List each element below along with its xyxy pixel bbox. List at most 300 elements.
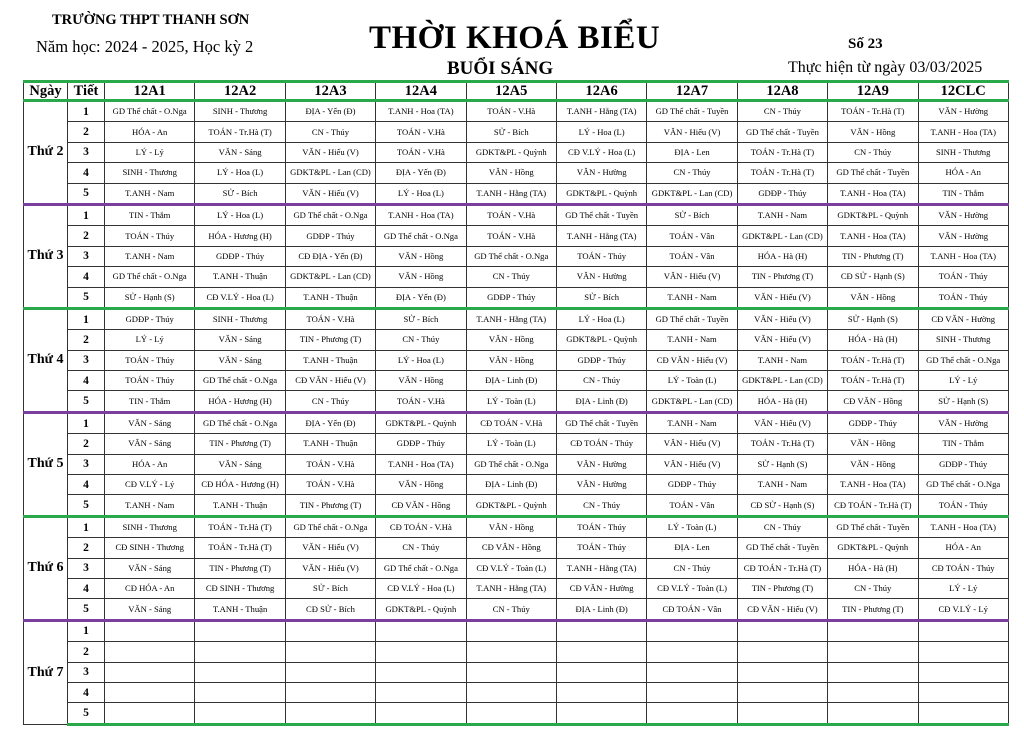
schedule-cell: CĐ V.LÝ - Hoa (L) xyxy=(556,142,646,162)
schedule-cell: TOÁN - Tr.Hà (T) xyxy=(195,516,285,537)
period-number: 1 xyxy=(68,204,105,225)
schedule-cell: GD Thể chất - O.Nga xyxy=(105,101,195,122)
schedule-cell xyxy=(556,620,646,641)
table-row xyxy=(24,350,1009,370)
schedule-cell: CĐ TOÁN - Tr.Hà (T) xyxy=(828,495,918,516)
schedule-cell: GDĐP - Thúy xyxy=(195,246,285,266)
schedule-cell: TOÁN - Tr.Hà (T) xyxy=(737,163,827,183)
schedule-cell: VĂN - Sáng xyxy=(105,434,195,454)
schedule-cell: T.ANH - Thuận xyxy=(285,434,375,454)
schedule-cell xyxy=(376,662,466,682)
schedule-cell: CĐ VĂN - Hường xyxy=(918,308,1008,329)
timetable-header-row xyxy=(24,82,1009,101)
schedule-cell: CN - Thúy xyxy=(376,330,466,350)
schedule-cell: GD Thể chất - O.Nga xyxy=(376,226,466,246)
period-number: 3 xyxy=(68,142,105,162)
schedule-cell: TIN - Phương (T) xyxy=(195,558,285,578)
schedule-cell xyxy=(376,642,466,662)
schedule-cell: VĂN - Hiếu (V) xyxy=(737,287,827,308)
schedule-cell xyxy=(647,662,737,682)
column-header-class: 12A6 xyxy=(556,82,646,101)
schedule-cell: VĂN - Hồng xyxy=(466,330,556,350)
table-row xyxy=(24,183,1009,204)
schedule-cell: CĐ V.LÝ - Lý xyxy=(105,475,195,495)
schedule-cell: LÝ - Toàn (L) xyxy=(466,391,556,412)
schedule-cell: ĐỊA - Linh (Đ) xyxy=(466,475,556,495)
schedule-cell: TOÁN - Tr.Hà (T) xyxy=(737,142,827,162)
schedule-cell: LÝ - Hoa (L) xyxy=(376,183,466,204)
schedule-cell: GDKT&PL - Lan (CD) xyxy=(285,163,375,183)
schedule-cell: CN - Thúy xyxy=(466,267,556,287)
schedule-cell: SINH - Thương xyxy=(918,142,1008,162)
column-header-class: 12A3 xyxy=(285,82,375,101)
table-row xyxy=(24,308,1009,329)
schedule-cell: T.ANH - Hằng (TA) xyxy=(556,558,646,578)
schedule-cell: TOÁN - V.Hà xyxy=(466,204,556,225)
schedule-cell: T.ANH - Hoa (TA) xyxy=(376,454,466,474)
table-row xyxy=(24,703,1009,724)
schedule-cell: VĂN - Hồng xyxy=(376,371,466,391)
schedule-cell: CĐ SINH - Thương xyxy=(195,578,285,598)
schedule-cell: SỬ - Hạnh (S) xyxy=(737,454,827,474)
schedule-cell xyxy=(466,682,556,702)
schedule-cell: CĐ TOÁN - V.Hà xyxy=(466,412,556,433)
schedule-cell: CN - Thúy xyxy=(556,371,646,391)
schedule-cell: ĐỊA - Yến (Đ) xyxy=(376,287,466,308)
schedule-cell: T.ANH - Nam xyxy=(105,183,195,204)
schedule-cell: GD Thể chất - Tuyền xyxy=(737,122,827,142)
schedule-cell: CĐ HÓA - An xyxy=(105,578,195,598)
schedule-cell: GD Thể chất - O.Nga xyxy=(466,454,556,474)
table-row xyxy=(24,434,1009,454)
period-number: 3 xyxy=(68,662,105,682)
schedule-cell xyxy=(918,642,1008,662)
timetable xyxy=(23,80,1009,726)
schedule-cell: T.ANH - Thuận xyxy=(285,287,375,308)
schedule-cell: T.ANH - Hằng (TA) xyxy=(466,308,556,329)
schedule-cell: GDKT&PL - Quỳnh xyxy=(466,142,556,162)
schedule-cell xyxy=(556,682,646,702)
schedule-cell: CN - Thúy xyxy=(285,391,375,412)
schedule-cell: HÓA - Hà (H) xyxy=(828,558,918,578)
schedule-cell: VĂN - Sáng xyxy=(195,330,285,350)
schedule-cell: LÝ - Hoa (L) xyxy=(195,163,285,183)
schedule-cell xyxy=(195,662,285,682)
schedule-cell: CĐ SỬ - Hạnh (S) xyxy=(828,267,918,287)
period-number: 1 xyxy=(68,308,105,329)
schedule-cell: T.ANH - Thuận xyxy=(285,350,375,370)
schedule-cell: VĂN - Hường xyxy=(556,267,646,287)
schedule-cell: SINH - Thương xyxy=(105,516,195,537)
schedule-cell: TOÁN - Thúy xyxy=(918,495,1008,516)
table-row xyxy=(24,204,1009,225)
schedule-cell: CĐ VĂN - Hiếu (V) xyxy=(285,371,375,391)
schedule-cell: VĂN - Hiếu (V) xyxy=(737,412,827,433)
schedule-cell: GD Thể chất - Tuyền xyxy=(647,308,737,329)
period-number: 2 xyxy=(68,434,105,454)
day-label: Thứ 4 xyxy=(24,308,68,412)
schedule-cell: T.ANH - Nam xyxy=(737,475,827,495)
schedule-cell: CN - Thúy xyxy=(828,578,918,598)
schedule-cell: LÝ - Lý xyxy=(918,371,1008,391)
table-row xyxy=(24,642,1009,662)
schedule-cell: CĐ V.LÝ - Toàn (L) xyxy=(647,578,737,598)
schedule-cell: T.ANH - Thuận xyxy=(195,495,285,516)
schedule-cell: GD Thể chất - Tuyền xyxy=(647,101,737,122)
schedule-cell: HÓA - Hà (H) xyxy=(828,330,918,350)
page-title: THỜI KHOÁ BIỂU xyxy=(369,20,661,56)
schedule-cell: CĐ VĂN - Hường xyxy=(556,578,646,598)
schedule-cell: GDKT&PL - Lan (CD) xyxy=(647,183,737,204)
schedule-cell: VĂN - Hiếu (V) xyxy=(285,183,375,204)
schedule-cell: CN - Thúy xyxy=(737,101,827,122)
table-row xyxy=(24,620,1009,641)
schedule-cell: CĐ TOÁN - Thúy xyxy=(556,434,646,454)
schedule-cell: GDKT&PL - Quỳnh xyxy=(556,330,646,350)
schedule-cell xyxy=(556,662,646,682)
schedule-cell xyxy=(737,662,827,682)
schedule-cell: GDKT&PL - Quỳnh xyxy=(556,183,646,204)
schedule-cell: TOÁN - Thúy xyxy=(105,371,195,391)
schedule-cell: HÓA - An xyxy=(105,454,195,474)
schedule-cell: LÝ - Toàn (L) xyxy=(647,371,737,391)
schedule-cell: GD Thể chất - Tuyền xyxy=(556,204,646,225)
schedule-cell: T.ANH - Nam xyxy=(647,287,737,308)
schedule-cell: GDĐP - Thúy xyxy=(105,308,195,329)
schedule-cell: CĐ ĐỊA - Yến (Đ) xyxy=(285,246,375,266)
schedule-cell: TIN - Thắm xyxy=(918,434,1008,454)
schedule-cell: TOÁN - Vân xyxy=(647,226,737,246)
schedule-cell xyxy=(285,642,375,662)
schedule-cell: LÝ - Hoa (L) xyxy=(556,308,646,329)
schedule-cell: GD Thể chất - O.Nga xyxy=(195,412,285,433)
column-header-period: Tiết xyxy=(68,82,105,101)
schedule-cell: VĂN - Hồng xyxy=(828,434,918,454)
schedule-cell: TOÁN - Tr.Hà (T) xyxy=(195,538,285,558)
schedule-cell: VĂN - Hường xyxy=(918,226,1008,246)
period-number: 5 xyxy=(68,391,105,412)
period-number: 3 xyxy=(68,558,105,578)
schedule-cell: GDKT&PL - Quỳnh xyxy=(376,599,466,620)
schedule-cell xyxy=(918,703,1008,724)
schedule-cell: SỬ - Bích xyxy=(556,287,646,308)
schedule-cell xyxy=(376,703,466,724)
schedule-cell: TIN - Phương (T) xyxy=(737,267,827,287)
schedule-cell: T.ANH - Thuận xyxy=(195,267,285,287)
schedule-cell: CĐ VĂN - Hiếu (V) xyxy=(737,599,827,620)
schedule-cell: LÝ - Lý xyxy=(105,330,195,350)
table-row xyxy=(24,391,1009,412)
table-row xyxy=(24,287,1009,308)
schedule-cell: CĐ V.LÝ - Lý xyxy=(918,599,1008,620)
schedule-cell: VĂN - Hường xyxy=(918,412,1008,433)
schedule-cell: CN - Thúy xyxy=(466,599,556,620)
schedule-cell xyxy=(285,703,375,724)
period-number: 5 xyxy=(68,703,105,724)
schedule-cell: SỬ - Bích xyxy=(466,122,556,142)
document-number: Số 23 xyxy=(848,36,883,52)
schedule-cell: T.ANH - Thuận xyxy=(195,599,285,620)
table-row xyxy=(24,475,1009,495)
table-row xyxy=(24,682,1009,702)
schedule-cell: CN - Thúy xyxy=(828,142,918,162)
schedule-cell: ĐỊA - Linh (Đ) xyxy=(556,599,646,620)
period-number: 5 xyxy=(68,287,105,308)
schedule-cell: TIN - Thắm xyxy=(105,391,195,412)
table-row xyxy=(24,454,1009,474)
schedule-cell xyxy=(376,682,466,702)
session-label: BUỔI SÁNG xyxy=(447,58,554,79)
schedule-cell: CĐ TOÁN - Thúy xyxy=(918,558,1008,578)
schedule-cell xyxy=(105,620,195,641)
schedule-cell: HÓA - Hà (H) xyxy=(737,246,827,266)
schedule-cell: T.ANH - Nam xyxy=(105,495,195,516)
schedule-cell: ĐỊA - Yến (Đ) xyxy=(285,412,375,433)
schedule-cell: VĂN - Hồng xyxy=(466,350,556,370)
table-row xyxy=(24,412,1009,433)
period-number: 3 xyxy=(68,454,105,474)
period-number: 1 xyxy=(68,620,105,641)
schedule-cell: TOÁN - Vân xyxy=(647,246,737,266)
column-header-class: 12A1 xyxy=(105,82,195,101)
period-number: 1 xyxy=(68,412,105,433)
schedule-cell: SỬ - Bích xyxy=(285,578,375,598)
schedule-cell: TOÁN - Thúy xyxy=(918,287,1008,308)
period-number: 2 xyxy=(68,642,105,662)
schedule-cell xyxy=(105,642,195,662)
schedule-cell: LÝ - Hoa (L) xyxy=(556,122,646,142)
schedule-cell: VĂN - Hiếu (V) xyxy=(737,308,827,329)
schedule-cell: ĐỊA - Yến (Đ) xyxy=(285,101,375,122)
schedule-cell: CĐ VĂN - Hồng xyxy=(376,495,466,516)
table-row xyxy=(24,578,1009,598)
schedule-cell: VĂN - Hiếu (V) xyxy=(647,434,737,454)
schedule-cell xyxy=(195,620,285,641)
day-label: Thứ 3 xyxy=(24,204,68,308)
period-number: 4 xyxy=(68,682,105,702)
table-row xyxy=(24,267,1009,287)
table-row xyxy=(24,538,1009,558)
schedule-cell: LÝ - Lý xyxy=(105,142,195,162)
schedule-cell: LÝ - Lý xyxy=(918,578,1008,598)
period-number: 4 xyxy=(68,475,105,495)
school-year: Năm học: 2024 - 2025, Học kỳ 2 xyxy=(36,37,254,56)
period-number: 4 xyxy=(68,371,105,391)
schedule-cell: T.ANH - Hằng (TA) xyxy=(556,101,646,122)
schedule-cell: CĐ TOÁN - V.Hà xyxy=(376,516,466,537)
schedule-cell: VĂN - Sáng xyxy=(195,350,285,370)
schedule-cell: VĂN - Hồng xyxy=(828,122,918,142)
schedule-cell: CĐ V.LÝ - Hoa (L) xyxy=(376,578,466,598)
column-header-class: 12A8 xyxy=(737,82,827,101)
schedule-cell: TOÁN - V.Hà xyxy=(285,454,375,474)
schedule-cell: TOÁN - Vân xyxy=(647,495,737,516)
table-row xyxy=(24,516,1009,537)
schedule-cell: TOÁN - V.Hà xyxy=(285,308,375,329)
schedule-cell: TIN - Phương (T) xyxy=(285,330,375,350)
schedule-cell: CĐ V.LÝ - Toàn (L) xyxy=(466,558,556,578)
schedule-cell xyxy=(195,682,285,702)
table-row xyxy=(24,226,1009,246)
schedule-cell: SỬ - Hạnh (S) xyxy=(918,391,1008,412)
day-label: Thứ 2 xyxy=(24,101,68,205)
schedule-cell: VĂN - Hồng xyxy=(828,287,918,308)
schedule-cell: VĂN - Sáng xyxy=(195,142,285,162)
period-number: 4 xyxy=(68,267,105,287)
schedule-cell: TOÁN - V.Hà xyxy=(466,226,556,246)
schedule-cell: VĂN - Sáng xyxy=(195,454,285,474)
schedule-cell: TOÁN - Thúy xyxy=(556,516,646,537)
column-header-day: Ngày xyxy=(24,82,68,101)
schedule-cell: T.ANH - Nam xyxy=(647,330,737,350)
schedule-cell xyxy=(828,662,918,682)
schedule-cell: CĐ TOÁN - Tr.Hà (T) xyxy=(737,558,827,578)
schedule-cell xyxy=(918,682,1008,702)
period-number: 4 xyxy=(68,163,105,183)
period-number: 1 xyxy=(68,516,105,537)
schedule-cell: TIN - Phương (T) xyxy=(828,599,918,620)
schedule-cell: GDKT&PL - Lan (CD) xyxy=(647,391,737,412)
period-number: 3 xyxy=(68,246,105,266)
schedule-cell: ĐỊA - Len xyxy=(647,142,737,162)
schedule-cell: T.ANH - Hoa (TA) xyxy=(376,101,466,122)
schedule-cell: GDKT&PL - Quỳnh xyxy=(828,538,918,558)
schedule-cell: CN - Thúy xyxy=(647,558,737,578)
schedule-cell: T.ANH - Nam xyxy=(647,412,737,433)
schedule-cell xyxy=(195,703,285,724)
schedule-cell: GDĐP - Thúy xyxy=(466,287,556,308)
schedule-cell: VĂN - Hiếu (V) xyxy=(285,538,375,558)
schedule-cell: VĂN - Hồng xyxy=(466,516,556,537)
schedule-cell: CĐ VĂN - Hồng xyxy=(828,391,918,412)
schedule-cell: VĂN - Hiếu (V) xyxy=(285,142,375,162)
schedule-cell: GDKT&PL - Lan (CD) xyxy=(737,226,827,246)
period-number: 2 xyxy=(68,122,105,142)
schedule-cell: VĂN - Hường xyxy=(556,454,646,474)
schedule-cell xyxy=(105,703,195,724)
schedule-cell: TOÁN - V.Hà xyxy=(285,475,375,495)
schedule-cell: SINH - Thương xyxy=(105,163,195,183)
schedule-cell xyxy=(466,703,556,724)
schedule-cell: GDĐP - Thúy xyxy=(647,475,737,495)
schedule-cell: GD Thể chất - Tuyền xyxy=(737,538,827,558)
schedule-cell xyxy=(918,620,1008,641)
schedule-cell: TOÁN - Thúy xyxy=(918,267,1008,287)
schedule-cell: VĂN - Hiếu (V) xyxy=(647,122,737,142)
schedule-cell: T.ANH - Nam xyxy=(737,204,827,225)
schedule-cell: GDKT&PL - Lan (CD) xyxy=(285,267,375,287)
schedule-cell: HÓA - An xyxy=(105,122,195,142)
schedule-cell: CN - Thúy xyxy=(647,163,737,183)
schedule-cell: GD Thể chất - Tuyền xyxy=(556,412,646,433)
schedule-cell: GD Thể chất - Tuyền xyxy=(828,163,918,183)
table-row xyxy=(24,246,1009,266)
schedule-cell: TOÁN - Thúy xyxy=(556,246,646,266)
schedule-cell: GD Thể chất - O.Nga xyxy=(918,350,1008,370)
schedule-cell xyxy=(647,682,737,702)
schedule-cell: ĐỊA - Len xyxy=(647,538,737,558)
schedule-cell xyxy=(466,642,556,662)
table-row xyxy=(24,495,1009,516)
schedule-cell xyxy=(737,682,827,702)
table-row xyxy=(24,662,1009,682)
schedule-cell xyxy=(376,620,466,641)
period-number: 2 xyxy=(68,330,105,350)
schedule-cell: CĐ HÓA - Hương (H) xyxy=(195,475,285,495)
schedule-cell xyxy=(828,682,918,702)
schedule-cell xyxy=(828,642,918,662)
schedule-cell: TOÁN - Tr.Hà (T) xyxy=(828,350,918,370)
schedule-cell: TOÁN - Thúy xyxy=(556,538,646,558)
schedule-cell: TOÁN - Tr.Hà (T) xyxy=(828,101,918,122)
schedule-cell: T.ANH - Nam xyxy=(105,246,195,266)
table-row xyxy=(24,330,1009,350)
period-number: 3 xyxy=(68,350,105,370)
schedule-cell: VĂN - Hồng xyxy=(466,163,556,183)
schedule-cell: TIN - Phương (T) xyxy=(828,246,918,266)
schedule-cell: HÓA - An xyxy=(918,538,1008,558)
schedule-cell xyxy=(466,662,556,682)
schedule-cell xyxy=(285,620,375,641)
schedule-cell: GD Thể chất - Tuyền xyxy=(828,516,918,537)
column-header-class: 12CLC xyxy=(918,82,1008,101)
schedule-cell: TOÁN - V.Hà xyxy=(466,101,556,122)
schedule-cell: T.ANH - Hoa (TA) xyxy=(918,246,1008,266)
schedule-cell: VĂN - Sáng xyxy=(105,412,195,433)
schedule-cell: TIN - Phương (T) xyxy=(195,434,285,454)
schedule-cell: GD Thể chất - O.Nga xyxy=(195,371,285,391)
column-header-class: 12A4 xyxy=(376,82,466,101)
schedule-cell: GDĐP - Thúy xyxy=(556,350,646,370)
schedule-cell xyxy=(828,620,918,641)
schedule-cell: SINH - Thương xyxy=(918,330,1008,350)
schedule-cell: GD Thể chất - O.Nga xyxy=(466,246,556,266)
schedule-cell: VĂN - Sáng xyxy=(105,558,195,578)
schedule-cell: GDĐP - Thúy xyxy=(737,183,827,204)
schedule-cell: TOÁN - V.Hà xyxy=(376,122,466,142)
column-header-class: 12A2 xyxy=(195,82,285,101)
schedule-cell: CĐ SỬ - Bích xyxy=(285,599,375,620)
schedule-cell: TOÁN - Tr.Hà (T) xyxy=(737,434,827,454)
schedule-cell: GDĐP - Thúy xyxy=(828,412,918,433)
schedule-cell: GDKT&PL - Lan (CD) xyxy=(737,371,827,391)
schedule-cell: SỬ - Bích xyxy=(195,183,285,204)
schedule-cell: CĐ TOÁN - Vân xyxy=(647,599,737,620)
column-header-class: 12A7 xyxy=(647,82,737,101)
schedule-cell: GDKT&PL - Quỳnh xyxy=(376,412,466,433)
schedule-cell: VĂN - Hiếu (V) xyxy=(647,454,737,474)
schedule-cell: GDĐP - Thúy xyxy=(918,454,1008,474)
schedule-cell: HÓA - An xyxy=(918,163,1008,183)
table-row xyxy=(24,142,1009,162)
schedule-cell: T.ANH - Hoa (TA) xyxy=(828,183,918,204)
schedule-cell xyxy=(647,620,737,641)
schedule-cell xyxy=(647,703,737,724)
schedule-cell: TOÁN - V.Hà xyxy=(376,391,466,412)
schedule-cell: VĂN - Hường xyxy=(556,475,646,495)
schedule-cell: CĐ SỬ - Hạnh (S) xyxy=(737,495,827,516)
schedule-cell: TOÁN - Thúy xyxy=(105,226,195,246)
schedule-cell: TOÁN - V.Hà xyxy=(376,142,466,162)
day-label: Thứ 6 xyxy=(24,516,68,620)
schedule-cell xyxy=(556,703,646,724)
schedule-cell: HÓA - Hương (H) xyxy=(195,226,285,246)
period-number: 1 xyxy=(68,101,105,122)
schedule-cell xyxy=(737,642,827,662)
table-row xyxy=(24,371,1009,391)
schedule-cell: CĐ VĂN - Hiếu (V) xyxy=(647,350,737,370)
schedule-cell: VĂN - Hường xyxy=(556,163,646,183)
